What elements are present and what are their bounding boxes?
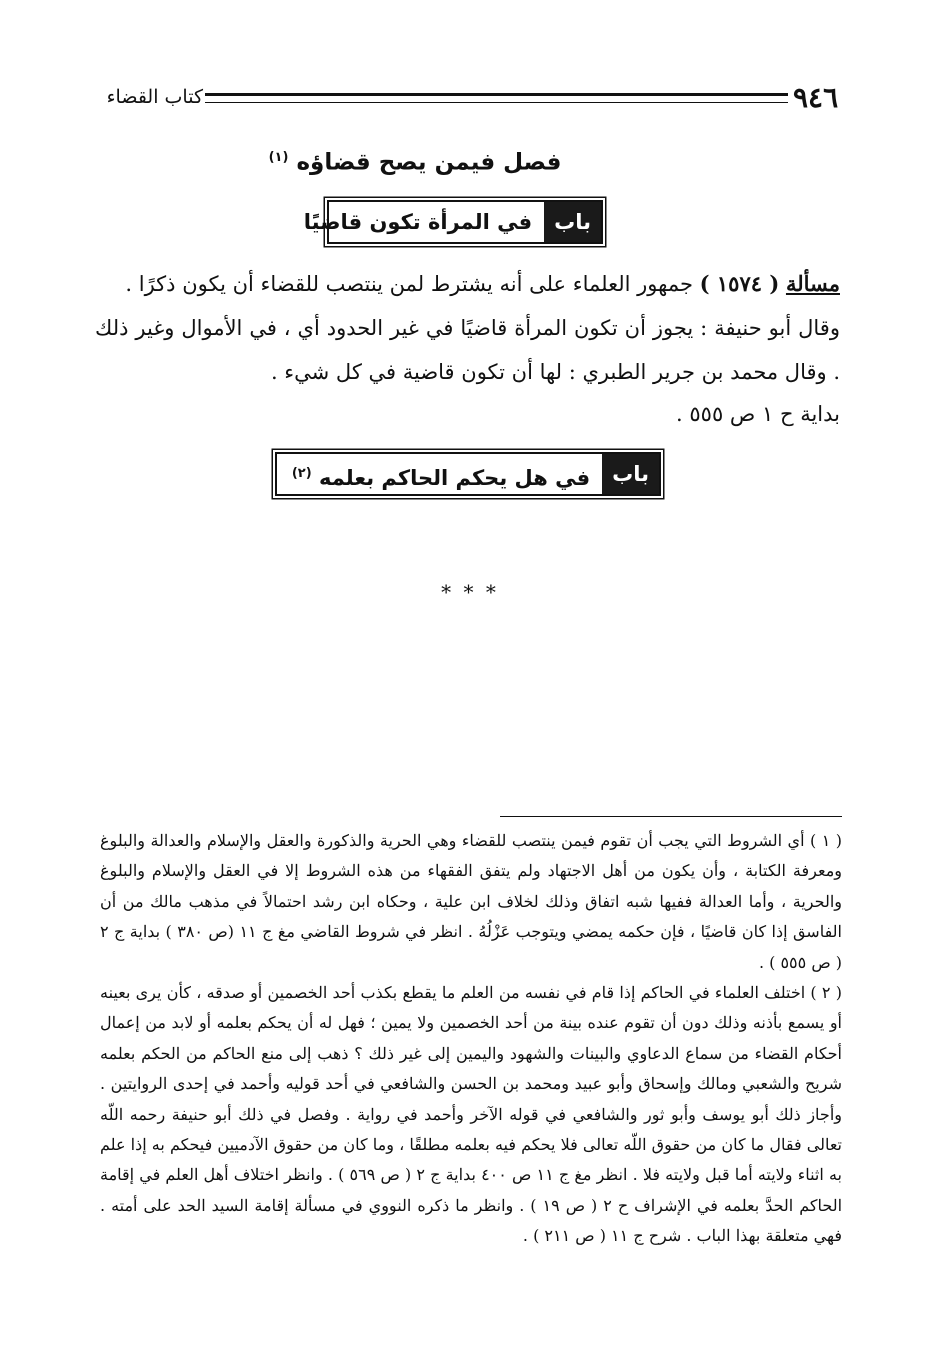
chapter-title-text: في هل يحكم الحاكم بعلمه: [318, 466, 591, 490]
page-number: ٩٤٦: [793, 81, 839, 114]
header-rule: [205, 93, 788, 103]
masala-number: ( ١٥٧٤ ): [699, 271, 780, 296]
chapter-badge: باب: [544, 202, 601, 242]
section-title: [220, 138, 610, 183]
chapter-heading-judge-knowledge: [275, 452, 661, 496]
masala-label: مسألة: [785, 271, 840, 296]
masala-text: جمهور العلماء على أنه يشترط لمن ينتصب للقضاء أن يكون ذكرًا .: [125, 272, 693, 296]
masala-paragraph: [95, 262, 840, 306]
abu-hanifa-paragraph: وقال أبو حنيفة : يجوز أن تكون المرأة قاضيًا في غير الحدود أي ، في الأموال وغير ذلك . وقال محمد بن جرير الطبري : لها أن تكون قاضية في كل شيء .: [95, 316, 840, 384]
chapter-heading-woman-judge: [303, 200, 603, 244]
footnote-2: ( ٢ ) اختلف العلماء في الحاكم إذا قام في نفسه من العلم ما يقطع بكذب أحد الخصمين أو صدقه ، كأن يرى بعينه أو يسمع بأذنه وذلك دون أن تقوم عنده بينة من أحد الخصمين ولا يمين ؛ فهل له أن يحكم بعلمه أو لابد من إعمال أحكام القضاء من سماع الدعاوي والبينات والشهود واليمين إلى غير ذلك ؟ ذهب إلى منع الحاكم من الحكم بعلمه شريح والشعبي ومالك وإسحاق وأبو عبيد ومحمد بن الحسن والشافعي في أحد قوليه وأحمد في إحدى الروايتين . وأجاز ذلك أبو يوسف وأبو ثور والشافعي في قوله الآخر وأحمد في رواية . وفصل في ذلك أبو حنيفة رحمه اللّه تعالى فقال ما كان من حقوق اللّه تعالى فلا يحكم فيه بعلمه مطلقًا ، وما كان من حقوق الآدميين فيحكم به إذا علم به اثناء ولايته أما قبل ولايته فلا . انظر مغ ج ١١ ص ٤٠٠ بداية ج ٢ ( ص ٥٦٩ ) . وانظر اختلاف أهل العلم في إقامة الحاكم الحدَّ بعلمه في الإشراف ح ٢ ( ص ١٩ ) . وانظر ما ذكره النووي في مسألة إقامة السيد الحد على أمته . فهي متعلقة بهذا الباب . شرح ج ١١ ( ص ٢١١ ) .: [100, 983, 843, 1246]
section-title-text: فصل فيمن يصح قضاؤه: [296, 149, 562, 176]
section-separator: * * *: [441, 580, 499, 604]
chapter-badge: باب: [602, 454, 659, 494]
chapter-footnote-ref: (٢): [291, 466, 312, 481]
footnote-1: ( ١ ) أي الشروط التي يجب أن تقوم فيمن ينتصب للقضاء وهي الحرية والذكورة والعقل والإسلام والعدالة والبلوغ ومعرفة الكتابة ، وأن يكون من أهل الاجتهاد ولم يتفق الفقهاء من هذه الشروط إلا في العقل والإسلام والبلوغ والحرية ، وأما العدالة ففيها شبه اتفاق وذلك لخلاف ابن علية ، وحكاه ابن رشد احتمالاً في مذهب مالك من أن الفاسق إذا كان قاضيًا ، فإن حكمه يمضي ويتوجب عَزْلُهُ . انظر في شروط القاضي مغ ج ١١ (ص ٣٨٠ ) بداية ج ٢ ( ص ٥٥٥ ) .: [100, 831, 843, 972]
running-title: كتاب القضاء: [106, 86, 203, 108]
section-footnote-ref: (١): [268, 150, 289, 165]
reference-line: بداية ح ١ ص ٥٥٥ .: [676, 402, 840, 426]
chapter-title: في المرأة تكون قاضيًا: [303, 210, 533, 234]
chapter-title: [280, 454, 602, 494]
footnotes: [100, 826, 842, 1252]
footnote-rule: [500, 816, 842, 817]
